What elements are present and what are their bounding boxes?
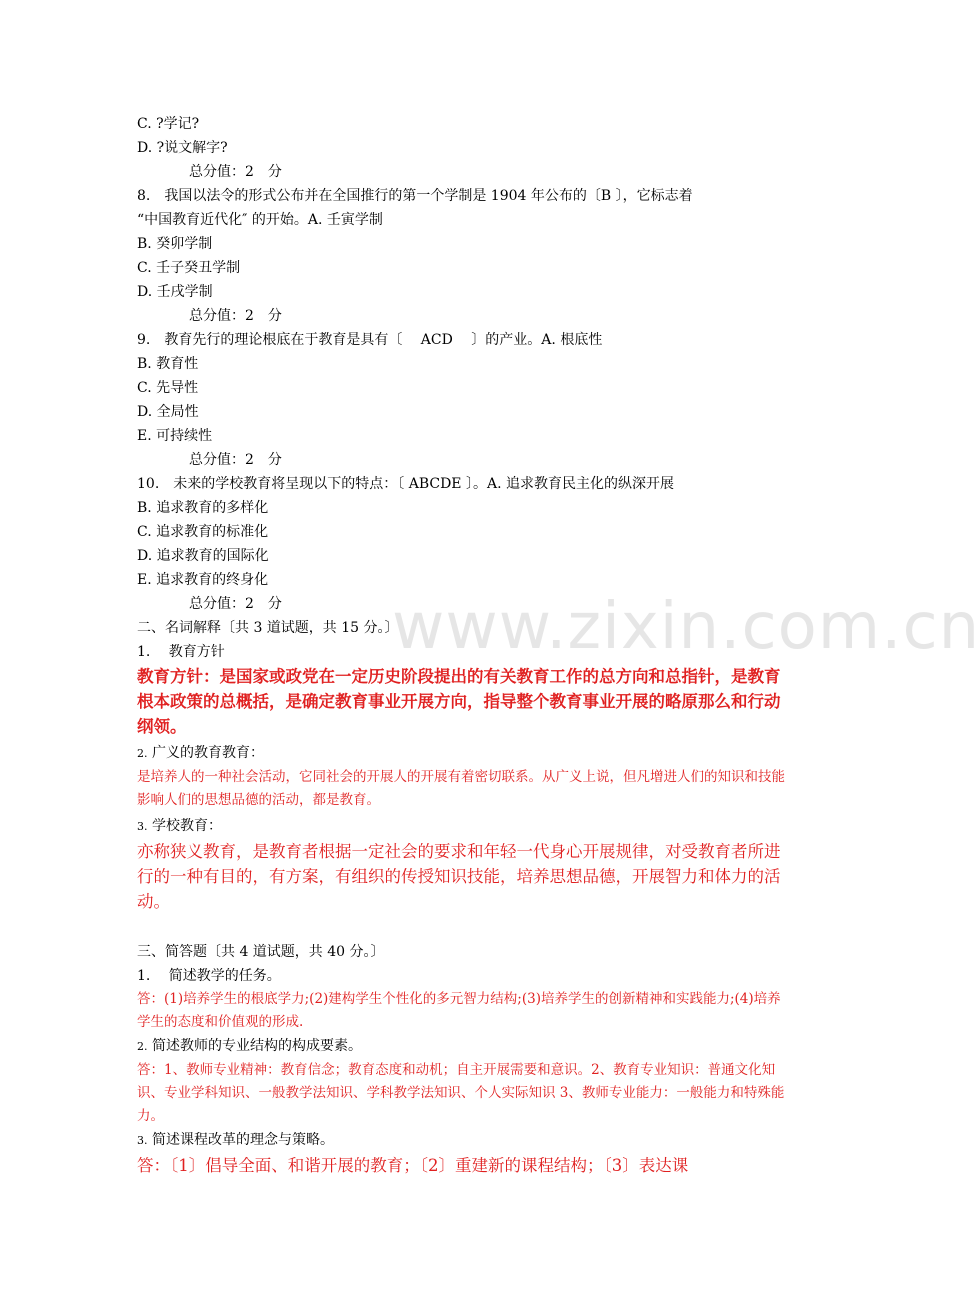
score-line: 总分值：2 分 <box>189 452 282 468</box>
document-page <box>137 112 787 1178</box>
option-d: D. ?说文解字? <box>137 140 228 156</box>
term-1-title: 1. 教育方针 <box>137 644 225 660</box>
question-9: 9. 教育先行的理论根底在于教育是具有〔 ACD 〕的产业。A. 根底性 <box>137 332 603 348</box>
option-c: C. 追求教育的标准化 <box>137 524 269 540</box>
score-line: 总分值：2 分 <box>189 164 282 180</box>
option-d: D. 追求教育的国际化 <box>137 548 269 564</box>
score-line: 总分值：2 分 <box>189 308 282 324</box>
option-e: E. 可持续性 <box>137 428 213 444</box>
short-2-label: 简述教师的专业结构的构成要素。 <box>147 1038 362 1054</box>
term-2-title <box>137 741 787 766</box>
watermark: www.zixin.com.cn <box>392 590 980 664</box>
option-c: C. 壬子癸丑学制 <box>137 260 241 276</box>
term-3-title <box>137 814 787 839</box>
option-b: B. 追求教育的多样化 <box>137 500 269 516</box>
short-3-number: 3. <box>137 1134 148 1147</box>
section-3-heading: 三、简答题〔共 4 道试题，共 40 分。〕 <box>137 944 385 960</box>
term-2-number: 2. <box>137 747 148 760</box>
term-1-answer: 教育方针：是国家或政党在一定历史阶段提出的有关教育工作的总方向和总指针，是教育根本政策的总概括，是确定教育事业开展方向，指导整个教育事业开展的略原那么和行动纲领。 <box>137 667 781 736</box>
question-8-line1: 8. 我国以法令的形式公布并在全国推行的第一个学制是 1904 年公布的〔B 〕，它标志着 <box>137 188 693 204</box>
question-8-line2: “中国教育近代化″ 的开始。A. 壬寅学制 <box>137 212 383 228</box>
option-d: D. 壬戌学制 <box>137 284 213 300</box>
short-3-title <box>137 1128 787 1153</box>
term-2-answer: 是培养人的一种社会活动，它同社会的开展人的开展有着密切联系。从广义上说，但凡增进人们的知识和技能影响人们的思想品德的活动，都是教育。 <box>137 769 785 808</box>
question-10: 10. 未来的学校教育将呈现以下的特点：〔 ABCDE 〕。A. 追求教育民主化的纵深开展 <box>137 476 674 492</box>
option-d: D. 全局性 <box>137 404 199 420</box>
term-3-label: 学校教育： <box>147 818 222 834</box>
option-e: E. 追求教育的终身化 <box>137 572 269 588</box>
option-c: C. ?学记? <box>137 116 200 132</box>
short-2-title <box>137 1034 787 1059</box>
short-1-answer: 答：(1)培养学生的根底学力;(2)建构学生个性化的多元智力结构;(3)培养学生的创新精神和实践能力;(4)培养学生的态度和价值观的形成. <box>137 991 781 1030</box>
short-2-answer: 答：1、教师专业精神：教育信念；教育态度和动机；自主开展需要和意识。2、教育专业知识：普通文化知识、专业学科知识、一般教学法知识、学科教学法知识、个人实际知识 3、教师专业能力：一般能力和特殊能力。 <box>137 1062 785 1124</box>
short-2-number: 2. <box>137 1040 148 1053</box>
short-3-label: 简述课程改革的理念与策略。 <box>147 1132 334 1148</box>
spacer <box>137 914 787 932</box>
term-3-answer: 亦称狭义教育，是教育者根据一定社会的要求和年轻一代身心开展规律，对受教育者所进行的一种有目的，有方案，有组织的传授知识技能，培养思想品德，开展智力和体力的活动。 <box>137 842 781 911</box>
score-line: 总分值：2 分 <box>189 596 282 612</box>
short-1-title: 1. 简述教学的任务。 <box>137 968 281 984</box>
term-2-label: 广义的教育教育： <box>147 745 264 761</box>
short-3-answer: 答：〔1〕倡导全面、和谐开展的教育；〔2〕重建新的课程结构；〔3〕表达课 <box>137 1156 689 1175</box>
section-2-heading: 二、名词解释〔共 3 道试题，共 15 分。〕 <box>137 620 399 636</box>
option-c: C. 先导性 <box>137 380 199 396</box>
term-3-number: 3. <box>137 820 148 833</box>
option-b: B. 教育性 <box>137 356 199 372</box>
option-b: B. 癸卯学制 <box>137 236 213 252</box>
